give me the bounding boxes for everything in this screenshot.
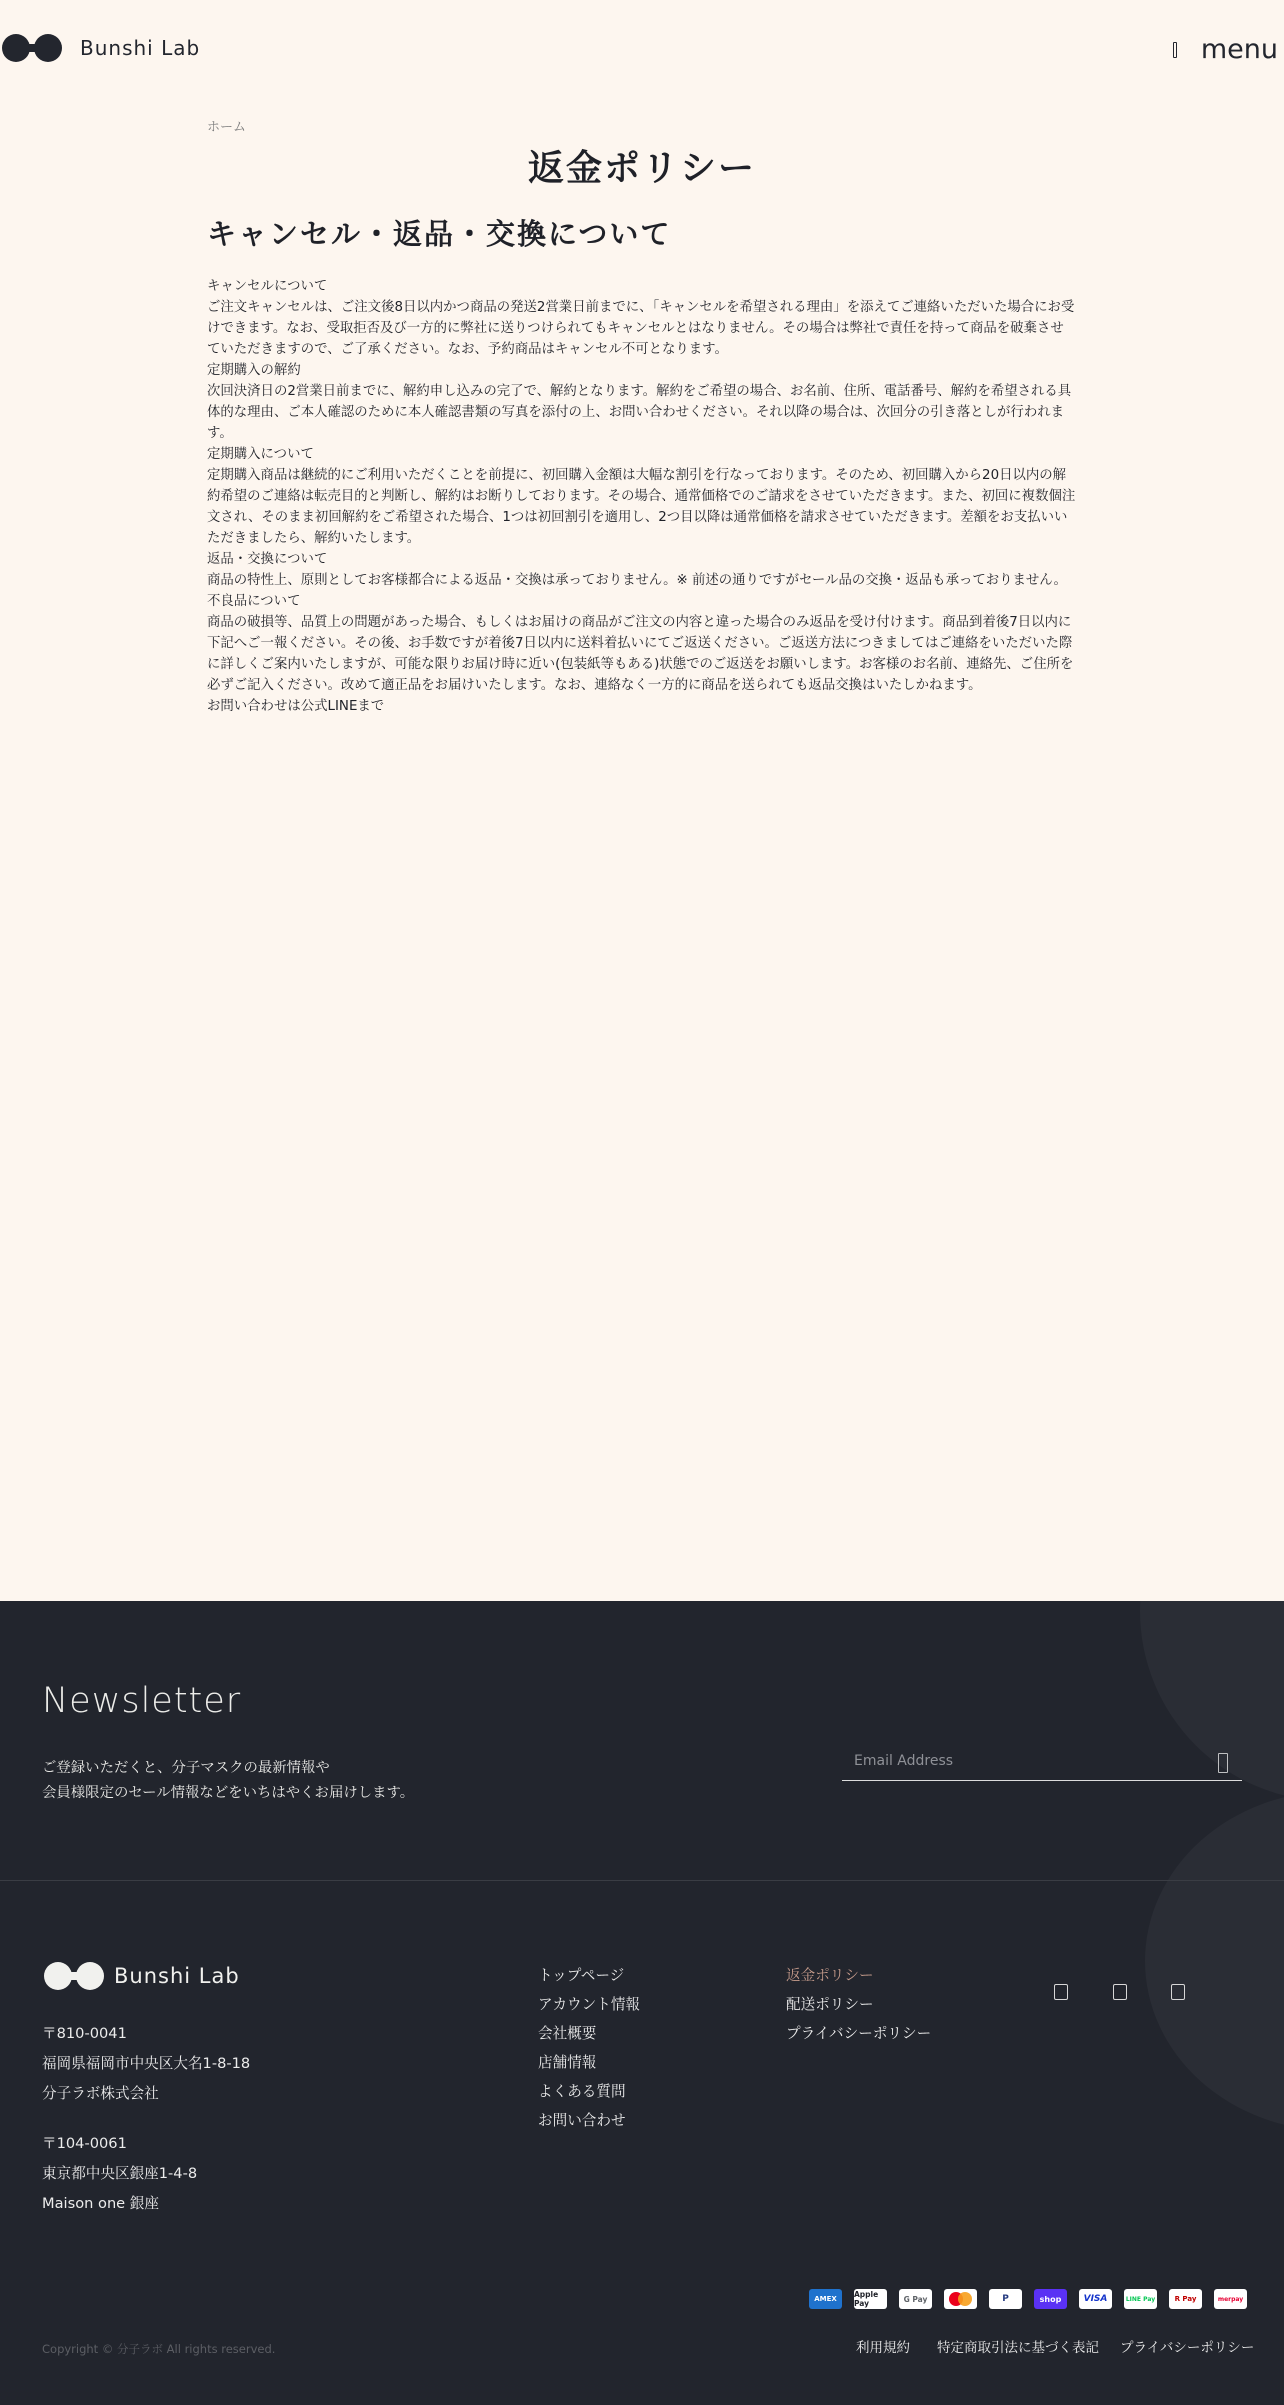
logo-text: Bunshi Lab [80,36,201,60]
newsletter-desc-line: 会員様限定のセール情報などをいちはやくお届けします。 [42,1785,415,1801]
shop-pay-icon: shop [1034,2289,1067,2309]
newsletter-form [842,1744,1242,1781]
newsletter-title: Newsletter [42,1681,242,1721]
footer-link-faq[interactable]: よくある質問 [538,2083,626,2100]
menu-button[interactable] [1161,34,1278,65]
footer-link-top[interactable]: トップページ [538,1967,625,1984]
mastercard-icon [944,2289,977,2309]
policy-subheading: 返品・交換について [207,552,328,567]
newsletter-description [42,1756,414,1806]
section-heading: キャンセル・返品・交換について [207,217,672,251]
payment-methods [809,2289,1247,2309]
footer-link-privacy-policy[interactable]: プライバシーポリシー [786,2025,932,2042]
site-header [0,0,1284,100]
address-street: 福岡県福岡市中央区大名1-8-18 [42,2055,251,2072]
footer-link-contact[interactable]: お問い合わせ [538,2112,626,2129]
address-street: 東京都中央区銀座1-4-8 [42,2165,198,2182]
copyright: Copyright © 分子ラボ All rights reserved. [42,2342,276,2356]
policy-subheading: キャンセルについて [207,279,328,294]
merpay-icon: merpay [1214,2289,1247,2309]
newsletter-desc-line: ご登録いただくと、分子マスクの最新情報や [42,1760,330,1776]
policy-contact-note: お問い合わせは公式LINEまで [207,699,385,714]
rakuten-pay-icon: R Pay [1169,2289,1202,2309]
policy-body [207,276,1077,717]
email-input[interactable] [842,1744,1192,1778]
visa-icon: VISA [1079,2289,1112,2309]
footer-link-company[interactable]: 会社概要 [538,2025,597,2042]
site-logo[interactable] [0,30,200,66]
footer-link-account[interactable]: アカウント情報 [538,1996,641,2013]
address-tokyo [42,2129,197,2219]
menu-label: menu [1200,34,1278,65]
footer-link-refund-policy[interactable]: 返金ポリシー [786,1967,874,1984]
legal-link-privacy[interactable]: プライバシーポリシー [1120,2340,1255,2356]
breadcrumb-home[interactable]: ホーム [207,120,247,135]
menu-icon [1161,40,1189,60]
logo-mark-icon [0,30,66,66]
address-fukuoka [42,2019,250,2109]
footer-logo-text: Bunshi Lab [114,1964,240,1988]
policy-subheading: 定期購入の解約 [207,363,301,378]
legal-link-terms[interactable]: 利用規約 [856,2340,910,2356]
footer-divider [0,1880,1284,1881]
send-icon[interactable] [1218,1753,1228,1773]
instagram-icon[interactable] [1054,1984,1068,2000]
twitter-icon[interactable] [1113,1984,1127,2000]
address-building: Maison one 銀座 [42,2195,159,2212]
footer-logo[interactable] [42,1958,240,1994]
footer-nav-main [538,1961,640,2135]
paypal-icon: P [989,2289,1022,2309]
policy-paragraph: 商品の特性上、原則としてお客様都合による返品・交換は承っておりません。※ 前述の通りですがセール品の交換・返品も承っておりません。 [207,573,1067,588]
policy-paragraph: 定期購入商品は継続的にご利用いただくことを前提に、初回購入金額は大幅な割引を行なっております。そのため、初回購入から20日以内の解約希望のご連絡は転売目的と判断し、解約はお断りしております。その場合、通常価格でのご請求をさせていただきます。また、初回に複数個注文され、そのまま初回解約をご希望された場合、1つは初回割引を適用し、2つ目以降は通常価格を請求させていただきます。差額をお支払いいただきましたら、解約いたします。 [207,468,1076,546]
logo-mark-icon [42,1958,108,1994]
legal-link-tokushoho[interactable]: 特定商取引法に基づく表記 [937,2340,1099,2356]
footer-decoration [1145,1791,1284,2131]
amex-icon: AMEX [809,2289,842,2309]
policy-paragraph: 商品の破損等、品質上の問題があった場合、もしくはお届けの商品がご注文の内容と違った場合のみ返品を受け付けます。商品到着後7日以内に下記へご一報ください。その後、お手数ですが着後7日以内に送料着払いにてご返送ください。ご返送方法につきましてはご連絡をいただいた際に詳しくご案内いたしますが、可能な限りお届け時に近い(包装紙等もある)状態でのご返送をお願いします。お客様のお名前、連絡先、ご住所を必ずご記入ください。改めて適正品をお届けいたします。なお、連絡なく一方的に商品を送られても返品交換はいたしかねます。 [207,615,1074,693]
line-pay-icon: LINE Pay [1124,2289,1157,2309]
site-footer [0,1601,1284,2405]
policy-subheading: 定期購入について [207,447,314,462]
address-zip: 〒810-0041 [42,2025,127,2042]
policy-paragraph: 次回決済日の2営業日前までに、解約申し込みの完了で、解約となります。解約をご希望の場合、お名前、住所、電話番号、解約を希望される具体的な理由、ご本人確認のために本人確認書類の写真を添付の上、お問い合わせください。それ以降の場合は、次回分の引き落としが行われます。 [207,384,1072,441]
address-zip: 〒104-0061 [42,2135,127,2152]
page-title: 返金ポリシー [527,148,756,189]
apple-pay-icon: Apple Pay [854,2289,887,2309]
policy-subheading: 不良品について [207,594,301,609]
footer-link-shipping-policy[interactable]: 配送ポリシー [786,1996,874,2013]
google-pay-icon: G Pay [899,2289,932,2309]
address-company: 分子ラボ株式会社 [42,2085,159,2102]
line-icon[interactable] [1171,1984,1185,2000]
policy-paragraph: ご注文キャンセルは、ご注文後8日以内かつ商品の発送2営業日前までに、「キャンセルを希望される理由」を添えてご連絡いただいた場合にお受けできます。なお、受取拒否及び一方的に弊社に送りつけられてもキャンセルとはなりません。その場合は弊社で責任を持って商品を破棄させていただきますので、ご了承ください。なお、予約商品はキャンセル不可となります。 [207,300,1075,357]
footer-link-stores[interactable]: 店舗情報 [538,2054,597,2071]
footer-nav-policies [786,1961,931,2048]
